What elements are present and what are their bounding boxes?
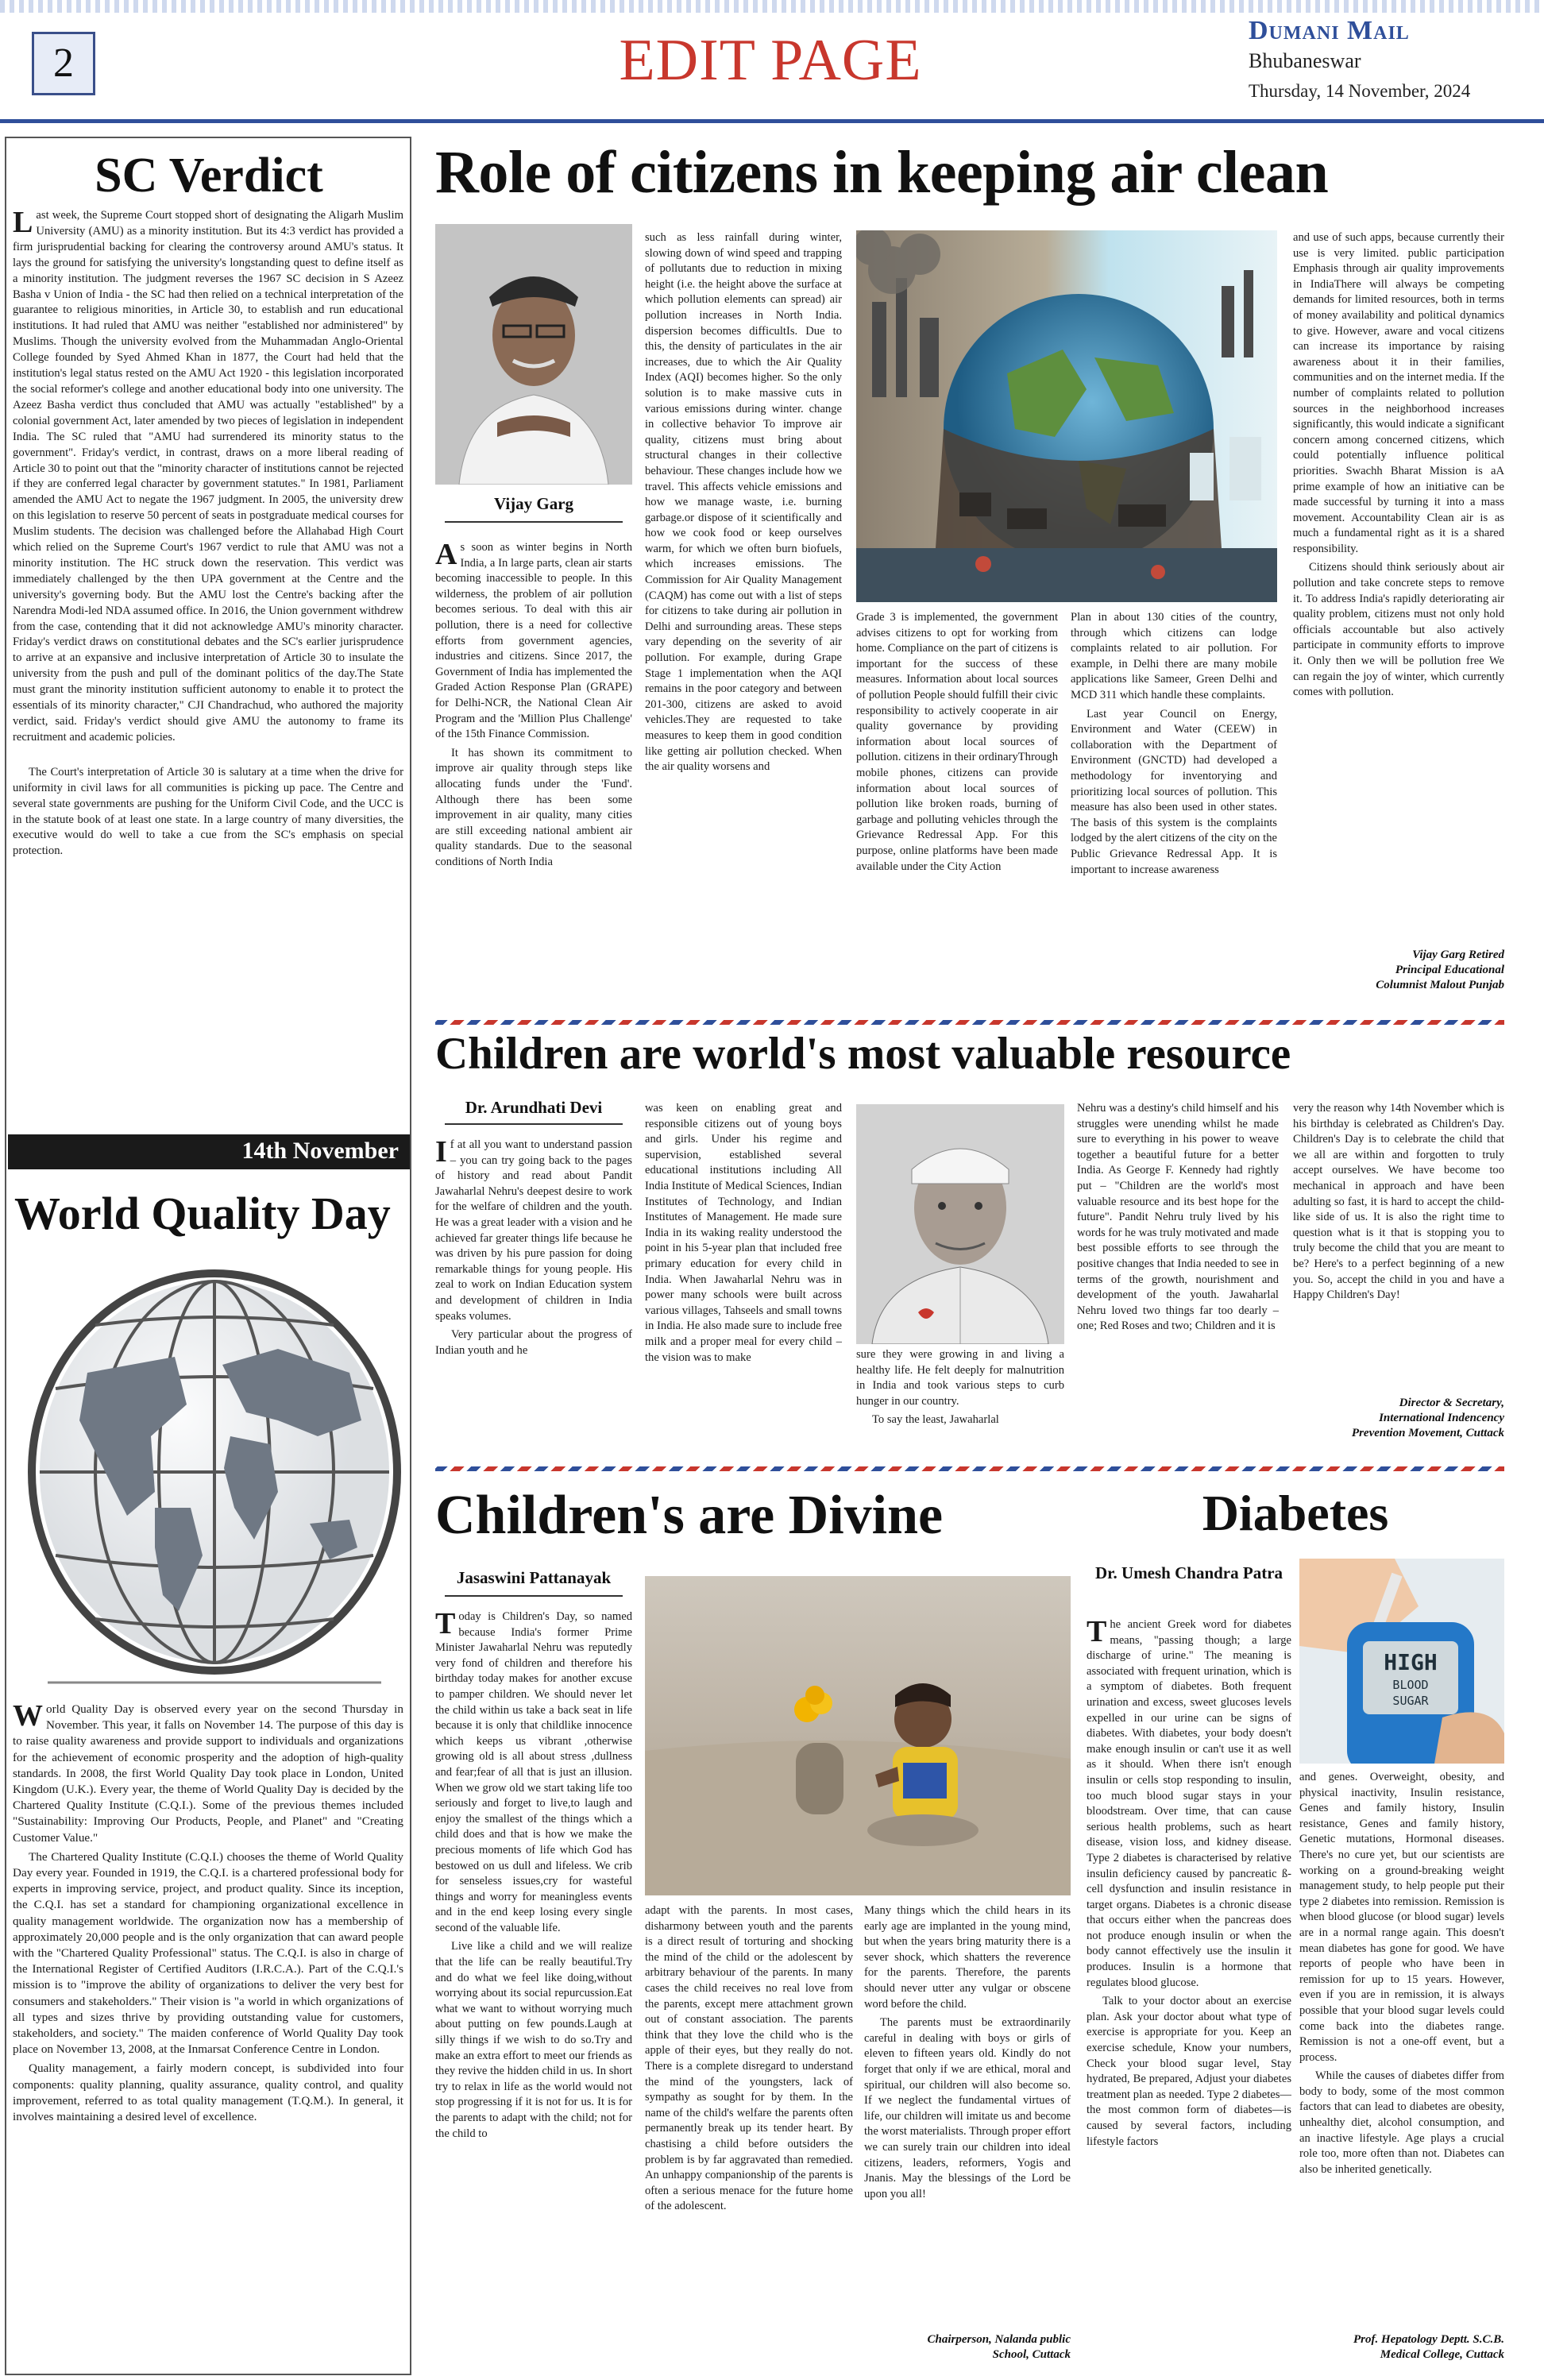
nehru-signature: Director & Secretary, International Indencency Prevention Movement, Cuttack bbox=[1351, 1397, 1504, 1439]
divine-headline: Children's are Divine bbox=[435, 1485, 944, 1546]
date: Thursday, 14 November, 2024 bbox=[1249, 81, 1471, 101]
air-col-3: Grade 3 is implemented, the government advises citizens to opt for working from home. Compliance on the part of citizens is important for the success of these measures. Information about local sources of pollution People should fulfill their civic responsibility to actively cooperate in air quality governance by providing information about local sources of pollution. citizens in their ordinaryThrough mobile phones, citizens can provide information about local sources of pollution like broken roads, burning of garbage and polluting vehicles through the Grievance Redressal App. For this purpose, online platforms have been made available under the City Action bbox=[856, 611, 1058, 873]
nehru-headline: Children are world's most valuable resource bbox=[435, 1029, 1291, 1079]
nehru-col-5: very the reason why 14th November which is his birthday is celebrated as Children's Day. Children's Day is to celebrate the child that we all are within and forgotten to truly accept ourselves. We have become too mechanical in approach and have been adulting so fast, it is hard to accept the child-like side of us. It is also the right time to question what is it that is stopping you to truly become the child that you are meant to be? Here's to a perfect beginning of a new you. So, accept the child in you and have a Happy Children's Day! bbox=[1293, 1102, 1504, 1302]
divine-col-3: Many things which the child hears in its early age are implanted in the young mind, but when the years bring maturity there is a sever shock, which shatters the reverence for the parents. Therefore, the parents should never utter any vulgar or obscene word before the child. The parents must be extraordinarily careful in dealing with boys or girls of eleven to fifteen years old. Kindly do not forget that only if we are ethical, moral and spiritual, our children will also become so. If we neglect the fundamental virtues of life, our children will imitate us and become the worst materialists. Through proper effort we can surely train our children into ideal citizens, leaders, reformers, Yogis and Jnanis. May the blessings of the Lord be upon you all! bbox=[864, 1904, 1071, 2200]
nehru-col-4: Nehru was a destiny's child himself and his struggles were unending whilst he made sure to everything in his power to weave together a beautiful future for a better India. As George F. Kennedy had rightly put – "Children are the world's most valuable resource and its best hope for the future". Pandit Nehru truly lived by his words for he was truly motivated and made best possible efforts to see through the positive changes that India needed to see in terms of the growth, nourishment and development of the youth. Jawaharlal Nehru loved two things far too dearly – one; Red Roses and two; Children and it is bbox=[1077, 1102, 1279, 1333]
diabetes-col-1: The ancient Greek word for diabetes means, "passing though; a large discharge of urine." The meaning is associated with frequent urination, which is a symptom of diabetes. Both frequent urination and excess, sweet glucoses levels expelled in our urine can be signs of diabetes. With diabetes, your body doesn't make enough insulin or can't use it as well as it should. When there isn't enough insulin or cells stop responding to insulin, too much blood sugar stays in your bloodstream. Over time, that can cause serious health problems, such as heart disease, vision loss, and kidney disease. Type 2 diabetes is characterised by relative insulin deficiency caused by pancreatic ß-cell dysfunction and insulin resistance in target organs. Diabetes is a chronic disease that occurs either when the pancreas does not produce enough insulin or when the body cannot effectively use the insulin it produces. Insulin is a hormone that regulates blood glucose. Talk to your doctor about an exercise plan. Ask your doctor about what type of exercise is appropriate for you. Keep an exercise schedule, Know your numbers, Check your blood sugar level, Stay hydrated, Be prepared, Adjust your diabetes treatment plan as needed. Type 2 diabetes—the most common form of diabetes—is caused by several factors, including lifestyle factors bbox=[1087, 1617, 1291, 2148]
air-col-4: Plan in about 130 cities of the country, through which citizens can lodge complaints related to air pollution. For example, in Delhi there are many mobile applications like Sameer, Green Delhi and MCD 311 which handle these complaints. Last year Council on Energy, Environment and Water (CEEW) in collaboration with the Department of Environment (GNCTD) had developed a methodology for inventorying and prioritizing local sources of pollution. This measure has also been used in other states. The basis of this system is the complaints lodged by the alert citizens of the city on the Public Grievance Redressal App. It is important to increase awareness bbox=[1071, 611, 1277, 876]
divine-byline-rule bbox=[445, 1595, 623, 1597]
nehru-col-3: sure they were growing in and living a healthy life. He felt deeply for malnutrition in India and took various steps to curb hunger in our country. To say the least, Jawaharlal bbox=[856, 1348, 1064, 1427]
air-byline: Vijay Garg bbox=[493, 494, 574, 513]
city: Bhubaneswar bbox=[1249, 49, 1361, 72]
air-col-1: As soon as winter begins in North India, a In large parts, clean air starts becoming inaccessible to people. In this wilderness, the problem of air pollution becomes serious. To deal with this air pollution, there is a need for collective efforts from government agencies, industries and citizens. Since 2017, the Government of India has implemented the Graded Action Response Plan (GRAPE) for Delhi-NCR, the National Clean Air Program and the 'Million Plus Challenge' of the 15th Finance Commission. It has shown its commitment to improve air quality through steps like allocating funds under the 'Fund'. Although there has been some improvement in air quality, many cities are still exceeding national ambient air quality standards. Due to the seasonal conditions of North India bbox=[435, 540, 632, 868]
author-photo-vijay-garg bbox=[435, 224, 632, 485]
page-number: 2 bbox=[32, 32, 95, 95]
air-headline: Role of citizens in keeping air clean bbox=[435, 139, 1329, 206]
air-byline-rule bbox=[445, 521, 623, 523]
masthead-rule bbox=[0, 119, 1544, 123]
sc-verdict-body: Last week, the Supreme Court stopped short of designating the Aligarh Muslim University (AMU) as a minority institution. But its 4:3 verdict has provided a firm jurisprudential backing for clearing the controversy around AMU's status. It lays the ground for satisfying the university's longstanding quest to define itself as a minority institution. The judgment reverses the 1967 SC decision in S Azeez Basha v Union of India - the SC had then relied on a technical interpretation of the guarantee to religious minorities, in Article 30, to establish and run educational institutions. It had ruled that AMU was neither "established nor administered" by Muslims. Though the university evolved from the Muhammadan Anglo-Oriental College founded by Syed Ahmed Khan in 1877, the Court had held that the institution's legal status rested on the AMU Act 1920 - this legislation incorporated the social reformer's college and another educational body into one university. The Azeez Basha verdict thus concluded that AMU was actually "established" by a colonial government Act, later amended by two pieces of legislation in independent India. The SC ruled that "AMU had surrendered its minority status to the government". Friday's verdict, in contrast, draws on a more liberal reading of Article 30 to point out that the "minority character of institutions cannot be rejected if they are conferred legal character by government statutes." In 1981, Parliament amended the AMU Act to negate the 1967 judgment. In 2005, the university drew on this legislation to reserve 50 percent of seats in postgraduate medical courses for Muslim students. The decision was challenged before the Allahabad High Court which relied on the Supreme Court's 1967 verdict to rule that AMU was not a minority institution. The HC struck down the reservation. This verdict was immediately challenged by the then UPA government at the Centre and the university's governing body. But the AMU lost the Centre's backing after the Narendra Modi-led NDA assumed office. In 2016, the Union government withdrew from the case, contending that it did not acknowledge AMU's minority character. Friday's verdict draws on constitutional debates and the SC's earlier jurisprudence to arrive at an expansive and inclusive interpretation of Article 30 to insulate the university from the push and pull of the dominant politics of the day.The State must grant the minority institution sufficient autonomy to enable it to protect the essentials of its minority character," CJI Chandrachud, who authored the majority verdict, said. Friday's verdict should give AMU the autonomy to frame its recruitment and academic policies. The Court's interpretation of Article 30 is salutary at a time when the drive for uniformity in civil laws for all communities is picking up pace. The Centre and several state governments are pushing for the Uniform Civil Code, and the UCC is in the statute book of at least one state. In a large country of many diversities, the executive would do well to take a cue from the SC's emphasis on special protection. bbox=[13, 208, 403, 858]
diabetes-col-2: and genes. Overweight, obesity, and physical inactivity, Insulin resistance, Genes and family history, Insulin resistance, Genes and family history, Genetic mutations, Hormonal diseases. There's no cure yet, but our scientists are working on a ground-breaking weight management study, to help people put their type 2 diabetes into remission. Remission is when blood glucose (or blood sugar) levels are in a normal range again. This doesn't mean diabetes has gone for good. We have reports of people who have been in remission for up to 15 years. However, even if you are in remission, it is always possible that your blood sugar levels could come back into the diabetes range. Remission is not a one-off event, but a process. While the causes of diabetes differ from body to body, some of the most common factors that can lead to diabetes are obesity, unhealthy diet, alcohol consumption, and an inactive lifestyle. Age plays a crucial role too, more often than not. Diabetes can also be inherited genetically. bbox=[1299, 1771, 1504, 2176]
diabetes-signature: Prof. Hepatology Deptt. S.C.B. Medical College, Cuttack bbox=[1353, 2333, 1504, 2361]
polluted-earth-illustration bbox=[856, 230, 1277, 602]
divider-rule-1 bbox=[435, 1020, 1504, 1025]
divider-rule-2 bbox=[435, 1466, 1504, 1471]
air-col-5: and use of such apps, because currently their use is very limited. public participation Emphasis through air quality improvements in IndiaThere will always be competing demands for limited resources, both in terms of money availability and political dynamics to give. However, aware and vocal citizens can increase its importance by raising awareness about it in their families, communities and on the internet media. If the number of complaints related to pollution sources in the neighborhood increases significantly, this would indicate a significant concern among concerned citizens, which could potentially influence political priorities. Swachh Bharat Mission is aA prime example of how an initiative can be made successful by turning it into a mass movement. Accountability Clean air is as much a fundamental right as it is a shared responsibility. Citizens should think seriously about air pollution and take concrete steps to remove it. To address India's rapidly deteriorating air quality problem, citizens must not only hold officials accountable but also actively participate in community efforts to improve it. Only then we will be pollution free We can regain the joy of winter, which currently comes with pollution. bbox=[1293, 231, 1504, 699]
diabetes-byline: Dr. Umesh Chandra Patra bbox=[1094, 1563, 1283, 1582]
nehru-byline-rule bbox=[445, 1123, 623, 1125]
nehru-portrait bbox=[856, 1104, 1064, 1344]
globe-illustration bbox=[16, 1254, 405, 1698]
paper-name: Dumani Mail bbox=[1249, 16, 1410, 45]
air-signature: Vijay Garg Retired Principal Educational Columnist Malout Punjab bbox=[1376, 949, 1504, 991]
world-quality-day-body: World Quality Day is observed every year on the second Thursday in November. This year, it falls on November 14. The purpose of this day is to raise quality awareness and provide support to individuals and organizations for the achievement of economic prosperity and the adoption of high-quality standards. In 2008, the first World Quality Day took place in London, United Kingdom (U.K.). Every year, the theme of World Quality Day is decided by the Chartered Quality Institute (C.Q.I.). Some of the previous themes included "Sustainability: Improving Our Products, People, and Planet" and "Creating Customer Value." The Chartered Quality Institute (C.Q.I.) chooses the theme of World Quality Day every year. Founded in 1919, the C.Q.I. is a chartered professional body for experts in improving service, project, and product quality. Since its inception, the C.Q.I. has set a standard for championing organizational excellence in quality management worldwide. The organization now has a membership of approximately 20,000 people and is the only organization that can award people with the "Chartered Quality Professional" status. The C.Q.I. is also in charge of the International Register of Certified Auditors (I.R.C.A.). Part of the C.Q.I.'s mission is to "improve the ability of organizations to deliver the very best for consumers and stakeholders." Their vision is "a world in which organizations of all types and sizes thrive by providing outstanding value for customers, stakeholders, and society." The maiden conference of World Quality Day took place on November 13, 2008, at the Inmarsat Conference Centre in London. Quality management, a fairly modern concept, is subdivided into four components: quality planning, quality assurance, quality control, and quality improvement, referred to as total quality management (T.Q.M.). In general, it involves maintaining a desired level of excellence. bbox=[13, 1702, 403, 2124]
date-banner: 14th November bbox=[8, 1134, 410, 1169]
divine-byline: Jasaswini Pattanayak bbox=[456, 1568, 612, 1587]
diabetes-headline: Diabetes bbox=[1202, 1485, 1389, 1541]
world-quality-day-title: World Quality Day bbox=[14, 1188, 391, 1239]
nehru-col-2: was keen on enabling great and responsible citizens out of young boys and girls. Under his regime and supervision, established several educational institutions including All India Institute of Medical Sciences, Indian Institutes of Technology, and Indian Institutes of Management. He made sure India in its waking reality understood the point in his 5-year plan that included free primary education for every child in India. When Jawaharlal Nehru was in power many schools were built across various villages, Tahseels and small towns in India. He also made sure to include free milk and a proper meal for every child – the vision was to make bbox=[645, 1102, 842, 1364]
section-title: EDIT PAGE bbox=[619, 28, 922, 93]
nehru-col-1: If at all you want to understand passion – you can try going back to the pages of history and read about Pandit Jawaharlal Nehru's deepest desire to work for the welfare of children and the youth. He was a great leader with a vision and he achieved far greater things life because he was driven by his pure passion for doing remarkable things for young people. His zeal to work on Indian Education system and development of children in India speaks volumes. Very particular about the progress of Indian youth and he bbox=[435, 1138, 632, 1357]
svg-text:BLOOD: BLOOD bbox=[1392, 1678, 1429, 1692]
child-photo bbox=[645, 1576, 1071, 1895]
divine-col-1: Today is Children's Day, so named because India's former Prime Minister Jawaharlal Nehru was reputedly very fond of children and therefore his birthday today makes for another excuse to pamper children. We should never let the child within us take a back seat in life because it is only that childlike innocence which keeps us vibrant ,otherwise growing old is all about stress ,dullness and fear;fear of all that is just an illusion. When we grow old we start taking life too seriously and forget to live,to laugh and enjoy the smallest of the things which a child does and that is how we make the precious moments of life which God has bestowed on us dull and lifeless. We crib for senseless issues,cry for wasteful things and worry for meaningless events and in the end keep losing every single second of the valuable life. Live like a child and we will realize that the life can be really beautiful.Try and do what we feel like doing,without worrying about its social repurcussion.Eat what we want to without worrying much about putting on few pounds.Laugh at silly things if we wish to do so.Try and make an extra effort to meet our friends as they revive the hidden child in us. In short try to relax in life as the world would not stop progressing if it is not for us. It is for the parents to adapt with the child; not for the child to bbox=[435, 1609, 632, 2140]
divine-signature: Chairperson, Nalanda public School, Cuttack bbox=[927, 2333, 1071, 2361]
glucose-meter-photo bbox=[1299, 1559, 1504, 1764]
sc-verdict-title: SC Verdict bbox=[95, 149, 323, 203]
divine-col-2: adapt with the parents. In most cases, disharmony between youth and the parents is a direct result of torturing and shocking the mind of the child or the adolescent by arbitrary behaviour of the parents. In many cases the child receives no real love from the parents, except mere attachment grown out of constant association. The parents think that they love the child who is the apple of their eyes, but they really do not. There is a complete disregard to understand the mind of the youngsters, lack of sympathy as sought for by them. In the name of the child's welfare the parents often permanently break up its tender heart. By chastising a child before outsiders the problem is by far aggravated than remedied. An unhappy companionship of the parents is often a serious menace for the future home of the adolescent. bbox=[645, 1904, 853, 2213]
top-ornament bbox=[0, 0, 1544, 13]
svg-text:HIGH: HIGH bbox=[1384, 1649, 1438, 1675]
nehru-byline: Dr. Arundhati Devi bbox=[465, 1098, 603, 1117]
svg-text:SUGAR: SUGAR bbox=[1392, 1694, 1429, 1708]
air-col-2: such as less rainfall during winter, slowing down of wind speed and trapping of pollutants due to reduction in mixing height (i.e. the height above the surface at which pollution elements can spread) air pollution increases in North India. dispersion becomes difficultIs. Due to this, the density of particulates in the air increases, due to which the Air Quality Index (AQI) becomes higher. So the only solution is to make massive cuts in various emissions during winter. change in collective behavior To improve air quality, citizens must bring about structural changes in their collective behaviour. These changes include how we travel. This affects vehicle emissions and how we manage waste, i.e. burning garbage.or dispose of it scientifically and how we cook food or keep ourselves warm, for which we often burn biofuels, which increases emissions. The Commission for Air Quality Management (CAQM) has come out with a list of steps for citizens to take during air pollution in Delhi and surrounding areas. These steps vary depending on the severity of air pollution. For example, during Grape Stage 1 implementation when the AQI remains in the poor category and between 201-300, citizens are asked to avoid vehicles.They are requested to take measures to keep them in good condition like getting air pollution checked. When the air quality worsens and bbox=[645, 231, 842, 774]
